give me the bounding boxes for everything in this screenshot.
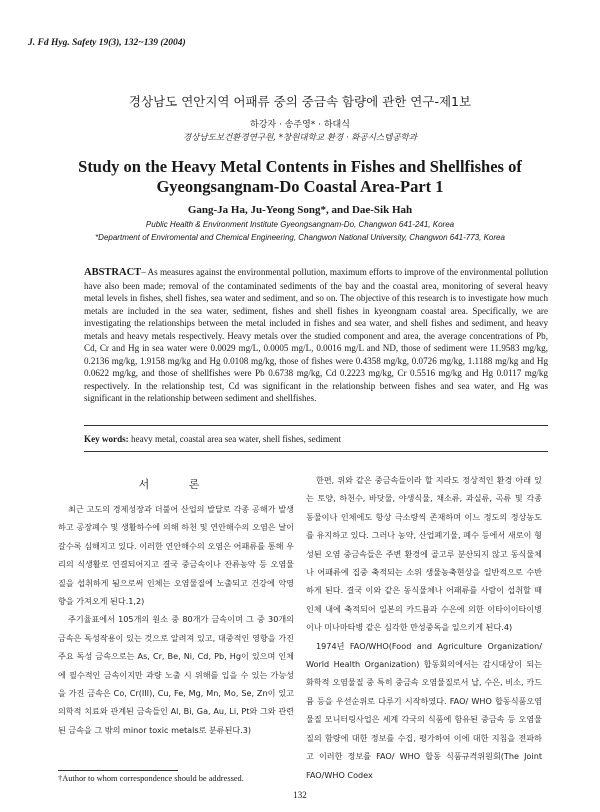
- english-title-line-2: Gyeongsangnam-Do Coastal Area-Part 1: [156, 177, 444, 196]
- english-title: [0, 157, 600, 197]
- korean-authors: 하강자 · 송주영* · 하대식: [250, 120, 350, 130]
- journal-citation: J. Fd Hyg. Safety 19(3), 132~139 (2004): [28, 38, 186, 48]
- abstract-divider: [84, 425, 548, 426]
- body-column-left: [58, 500, 294, 739]
- korean-title: 경상남도 연안지역 어패류 중의 중금속 함량에 관한 연구-제1보: [128, 94, 472, 109]
- body-paragraph: 1974년 FAO/WHO(Food and Agriculture Organization/ World Health Organization) 합동회의에서는 감시대상이 되는 화학적 오염물질 중 특히 중금속 오염물질로서 납, 수은, 비소, 카드뮴 등을 우선순위로 다루기 시작하였다. FAO/ WHO 합동식품오염물질 모니터링사업은 세계 각국의 식품에 함유된 중금속 등 오염물질의 함량에 대한 정보를 수집, 평가하여 이에 대한 지침을 전파하고 이러한 정보를 FAO/ WHO 합동 식품규격위원회(The Joint FAO/WHO Codex: [306, 640, 542, 780]
- english-authors: Gang-Ja Ha, Ju-Yeong Song*, and Dae-Sik Hah: [187, 204, 413, 216]
- english-affiliation-1: Public Health & Environment Institute Gyeongsangnam-Do, Changwon 641-241, Korea: [145, 220, 455, 229]
- english-affiliation-2: *Department of Enviromental and Chemical Engineering, Changwon National University, Changwon 641-773, Korea: [95, 233, 505, 242]
- section-heading-introduction: 서 론: [138, 478, 218, 491]
- abstract-label: ABSTRACT: [84, 267, 142, 278]
- korean-affiliation: 경상남도보건환경연구원, *창원대학교 환경 · 화공시스템공학과: [183, 133, 417, 143]
- abstract-text: – As measures against the environmental pollution, maximum efforts to improve of the environmental pollution have also been made; removal of the contaminated sediments of the bay and the coastal area, monitoring of several heavy metal levels in fishes, shell fishes, sea water and sediment, and so on. The objective of this research is to investigate how much metals are included in the sea water, sediment, fishes and shell fishes in kyeongnam coastal area. Specifically, we are investigating the relationships between the metal included in fishes and sea water, and shell fishes and sediment, and heavy metals and heavy metals respectively. Heavy metals over the studied component and area, the average concentrations of Pb, Cd, Cr and Hg in sea water were 0.0029 mg/L, 0.0005 mg/L, 0.0016 mg/L and ND, those of sediment were 11.9583 mg/kg, 0.2136 mg/kg, 1.9158 mg/kg and Hg 0.0108 mg/kg, those of fishes were 0.4358 mg/kg, 0.0726 mg/kg, 1.1188 mg/kg and Hg 0.0622 mg/kg, and those of shellfishes were Pb 0.6738 mg/kg, Cd 0.2223 mg/kg, Cr 0.5516 mg/kg and Hg 0.0117 mg/kg respectively. In the relationship test, Cd was significant in the relationship between fishes and sea water, and Hg was significant in the relationship between sediment and shellfishes.: [84, 267, 548, 403]
- keywords: [84, 434, 548, 444]
- body-paragraph: 주기율표에서 105개의 원소 중 80개가 금속이며 그 중 30개의 금속은 독성작용이 있는 것으로 알려져 있고, 대중적인 영향을 가진 주요 독성 금속으로는 As, Cr, Be, Ni, Cd, Pb, Hg이 있으며 인체에 필수적인 금속이지만 과량 노출 시 위해를 입을 수 있는 가능성을 가진 금속은 Co, Cr(III), Cu, Fe, Mg, Mn, Mo, Se, Zn이 있고 의학적 치료와 관계된 금속들인 Al, Bi, Ga, Au, Li, Pt와 그와 관련된 금속을 그 밖의 minor toxic metals로 분류된다.3): [58, 614, 294, 735]
- footnote: †Author to whom correspondence should be addressed.: [58, 774, 244, 783]
- body-column-right: [306, 471, 542, 784]
- body-paragraph: 한편, 위와 같은 중금속들이라 할 지라도 정상적인 환경 아래 있는 토양, 하천수, 바닷물, 야생식물, 채소류, 과실류, 곡류 및 각종 동물이나 인체에도 항상 극소량씩 존재하며 이느 정도의 정상농도를 유지하고 있다. 그러나 농약, 산업폐기물, 폐수 등에서 새로이 형성된 오염 중금속들은 주변 환경에 골고루 분산되지 않고 동식물체나 어패류에 집중 축적되는 소위 생물농축현상을 일반적으로 수반하게 된다. 결국 이와 같은 동식물체나 어패류를 사람이 섭취할 때 인체 내에 축적되어 일본의 카드뮴과 수은에 의한 이타이이타이병이나 미나마타병 같은 심각한 만성중독을 일으키게 된다.4): [306, 475, 542, 633]
- body-paragraph: 최근 고도의 경제성장과 더불어 산업의 발달로 각종 공해가 발생하고 공장폐수 및 생활하수에 의해 하천 및 연안해수의 오염은 날이 갈수록 심해지고 있다. 이러한 연안해수의 오염은 어패류를 통해 우리의 식생활로 연결되어지고 결국 중금속이나 잔류농약 등 오염물질을 섭취하게 됨으로써 인체는 오염물질에 노출되고 건강에 악영향을 가져오게 된다.1,2): [58, 504, 294, 607]
- keywords-label: Key words:: [84, 434, 129, 444]
- english-title-line-1: Study on the Heavy Metal Contents in Fishes and Shellfishes of: [78, 157, 522, 176]
- keywords-text: heavy metal, coastal area sea water, shell fishes, sediment: [131, 434, 341, 444]
- keywords-divider: [84, 451, 548, 452]
- footnote-divider: [58, 770, 178, 771]
- abstract: [84, 266, 548, 405]
- page-number: 132: [293, 790, 307, 800]
